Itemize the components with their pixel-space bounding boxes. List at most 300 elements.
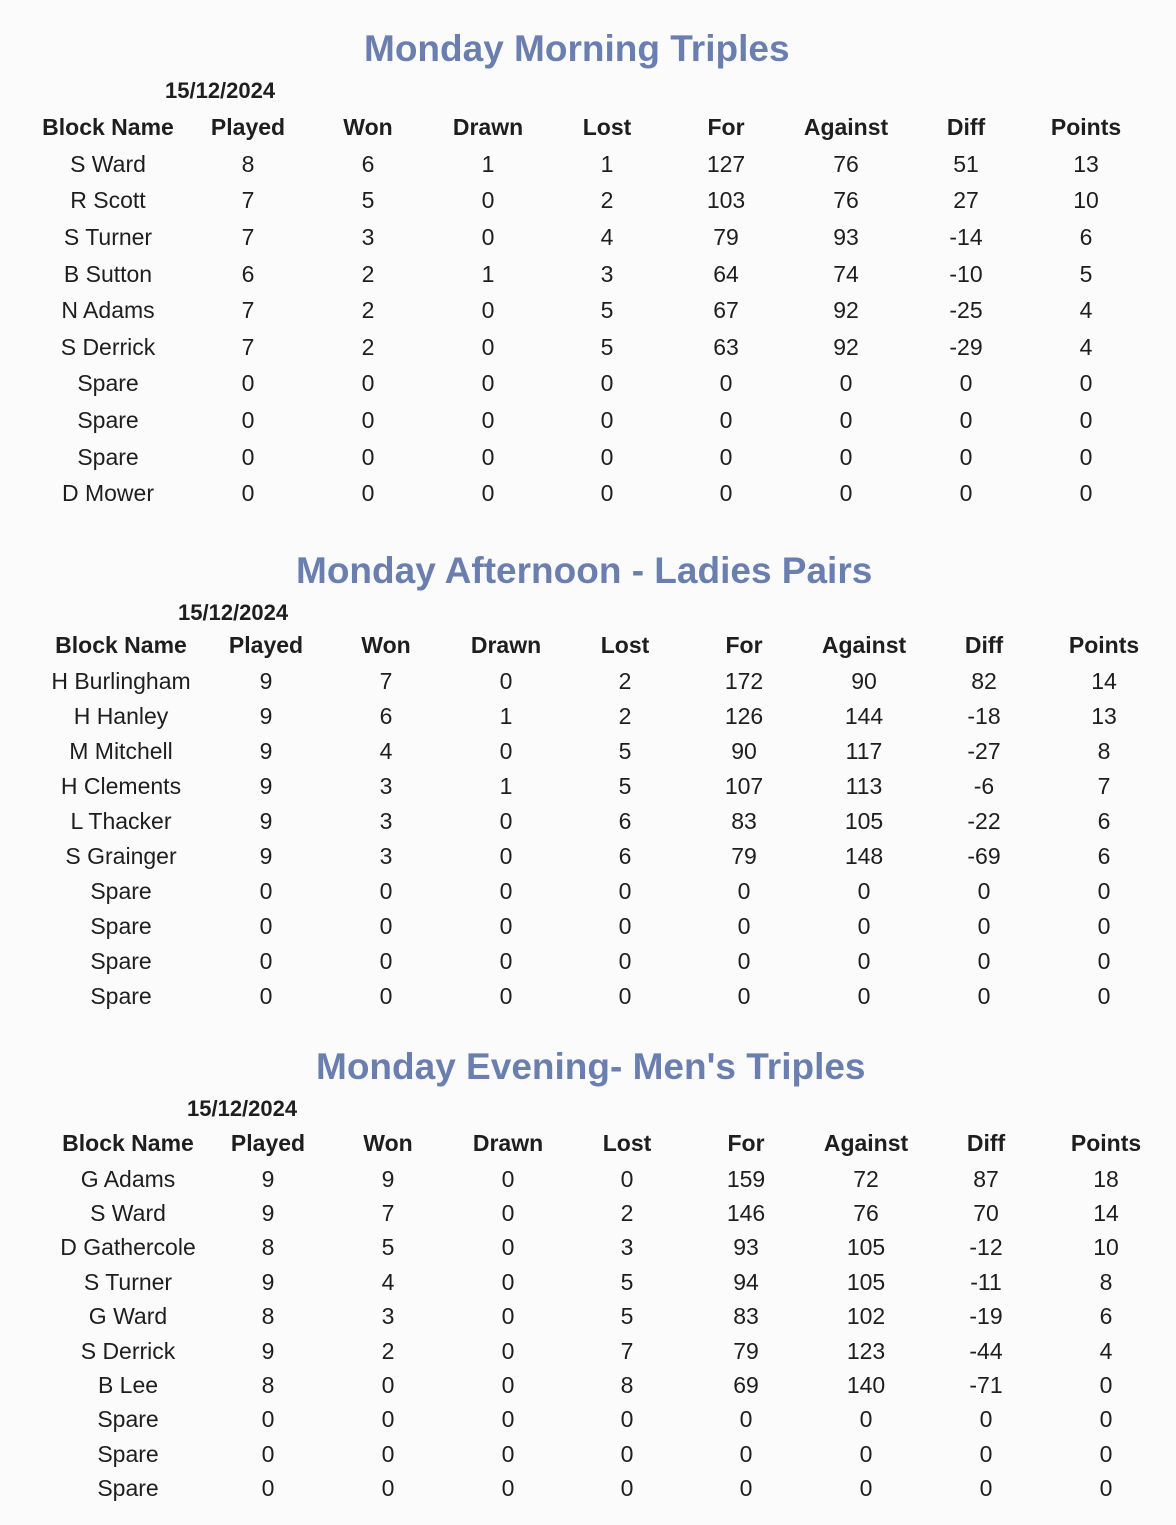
cell-won: 0 — [381, 1372, 395, 1399]
column-header-played: Played — [210, 113, 286, 140]
cell-diff: 0 — [979, 1406, 993, 1433]
column-header-won: Won — [363, 1129, 413, 1156]
cell-lost: 2 — [618, 703, 632, 729]
cell-drawn: 0 — [501, 1303, 515, 1330]
cell-won: 9 — [381, 1165, 395, 1192]
cell-points: 0 — [1097, 878, 1111, 904]
cell-against: 0 — [839, 480, 853, 507]
cell-drawn: 0 — [501, 1165, 515, 1192]
table-row — [48, 1265, 1166, 1299]
table-row — [28, 402, 1146, 439]
cell-lost: 6 — [618, 843, 632, 869]
cell-drawn: 0 — [481, 333, 495, 360]
cell-block-name: S Ward — [70, 150, 146, 177]
cell-won: 3 — [381, 1303, 395, 1330]
cell-against: 0 — [857, 913, 871, 939]
cell-played: 0 — [241, 406, 255, 433]
cell-lost: 3 — [620, 1234, 634, 1261]
section-date: 15/12/2024 — [178, 600, 289, 625]
cell-lost: 5 — [600, 333, 614, 360]
cell-lost: 0 — [618, 948, 632, 974]
cell-block-name: G Adams — [80, 1165, 176, 1192]
cell-points: 0 — [1099, 1372, 1113, 1399]
cell-for: 69 — [733, 1372, 759, 1399]
cell-against: 0 — [839, 406, 853, 433]
cell-against: 148 — [844, 843, 884, 869]
column-header-lost: Lost — [602, 1129, 652, 1156]
cell-drawn: 0 — [501, 1200, 515, 1227]
table-row — [36, 699, 1164, 734]
cell-block-name: D Gathercole — [60, 1234, 196, 1261]
cell-diff: 0 — [959, 443, 973, 470]
cell-against: 113 — [845, 773, 883, 799]
cell-played: 9 — [261, 1268, 275, 1295]
standings-table — [28, 108, 1146, 512]
cell-lost: 5 — [618, 773, 632, 799]
cell-lost: 0 — [618, 983, 632, 1009]
cell-lost: 5 — [618, 738, 632, 764]
cell-block-name: N Adams — [61, 297, 155, 324]
cell-block-name: Spare — [97, 1406, 159, 1433]
cell-points: 7 — [1097, 773, 1111, 799]
cell-against: 93 — [833, 223, 859, 250]
cell-diff: 0 — [979, 1475, 993, 1502]
cell-for: 0 — [719, 370, 733, 397]
column-header-points: Points — [1050, 113, 1122, 140]
cell-drawn: 0 — [481, 187, 495, 214]
cell-for: 83 — [731, 808, 757, 834]
cell-drawn: 0 — [501, 1372, 515, 1399]
cell-played: 9 — [259, 668, 273, 694]
cell-drawn: 0 — [481, 480, 495, 507]
cell-for: 79 — [733, 1337, 759, 1364]
cell-points: 0 — [1079, 480, 1093, 507]
column-header-diff: Diff — [964, 631, 1004, 658]
cell-against: 90 — [851, 668, 877, 694]
cell-against: 105 — [846, 1234, 886, 1261]
cell-against: 102 — [846, 1303, 886, 1330]
cell-drawn: 1 — [481, 260, 495, 287]
cell-for: 146 — [726, 1200, 766, 1227]
cell-won: 6 — [379, 703, 393, 729]
table-row — [48, 1300, 1166, 1334]
cell-against: 0 — [857, 878, 871, 904]
cell-drawn: 0 — [501, 1475, 515, 1502]
cell-lost: 4 — [600, 223, 614, 250]
cell-block-name: Spare — [90, 878, 152, 904]
cell-played: 8 — [241, 150, 255, 177]
cell-against: 0 — [859, 1406, 873, 1433]
cell-diff: 0 — [959, 480, 973, 507]
cell-won: 0 — [381, 1406, 395, 1433]
cell-played: 9 — [259, 773, 273, 799]
cell-lost: 0 — [620, 1475, 634, 1502]
header-row — [28, 108, 1146, 146]
cell-block-name: H Burlingham — [51, 668, 191, 694]
cell-against: 0 — [839, 443, 853, 470]
cell-played: 9 — [261, 1165, 275, 1192]
cell-points: 14 — [1091, 668, 1117, 694]
section-title: Monday Morning Triples — [364, 28, 790, 69]
cell-block-name: D Mower — [61, 480, 154, 507]
column-header-diff: Diff — [946, 113, 986, 140]
header-row — [48, 1124, 1166, 1162]
cell-won: 4 — [379, 738, 393, 764]
cell-diff: 82 — [971, 668, 997, 694]
cell-for: 127 — [706, 150, 746, 177]
column-header-against: Against — [823, 1129, 909, 1156]
cell-diff: 0 — [977, 878, 991, 904]
cell-points: 0 — [1097, 948, 1111, 974]
cell-won: 2 — [361, 297, 375, 324]
cell-played: 0 — [259, 913, 273, 939]
cell-played: 0 — [241, 443, 255, 470]
cell-against: 144 — [844, 703, 884, 729]
cell-diff: -14 — [949, 223, 983, 250]
cell-drawn: 0 — [501, 1337, 515, 1364]
cell-against: 76 — [853, 1200, 879, 1227]
cell-lost: 5 — [620, 1303, 634, 1330]
cell-lost: 0 — [600, 480, 614, 507]
cell-diff: -25 — [949, 297, 983, 324]
cell-drawn: 0 — [481, 370, 495, 397]
cell-points: 13 — [1091, 703, 1117, 729]
column-header-played: Played — [228, 631, 304, 658]
standings-table — [48, 1124, 1166, 1506]
cell-against: 76 — [833, 150, 859, 177]
cell-against: 140 — [846, 1372, 886, 1399]
table-row — [28, 219, 1146, 256]
cell-diff: -44 — [969, 1337, 1003, 1364]
table-row — [48, 1368, 1166, 1402]
cell-for: 0 — [719, 443, 733, 470]
cell-played: 0 — [261, 1475, 275, 1502]
cell-against: 105 — [844, 808, 884, 834]
cell-against: 74 — [833, 260, 859, 287]
cell-drawn: 0 — [481, 297, 495, 324]
cell-played: 9 — [259, 843, 273, 869]
cell-against: 0 — [839, 370, 853, 397]
cell-points: 4 — [1079, 333, 1093, 360]
cell-drawn: 0 — [499, 983, 513, 1009]
cell-won: 3 — [361, 223, 375, 250]
cell-lost: 0 — [620, 1440, 634, 1467]
cell-block-name: Spare — [97, 1440, 159, 1467]
cell-diff: 27 — [953, 187, 979, 214]
cell-diff: -22 — [967, 808, 1001, 834]
cell-diff: 0 — [959, 406, 973, 433]
cell-block-name: Spare — [77, 443, 139, 470]
cell-played: 7 — [241, 333, 255, 360]
cell-drawn: 0 — [501, 1268, 515, 1295]
cell-won: 6 — [361, 150, 375, 177]
cell-drawn: 0 — [499, 913, 513, 939]
cell-block-name: S Turner — [83, 1268, 173, 1295]
cell-for: 79 — [731, 843, 757, 869]
table-row — [36, 839, 1164, 874]
cell-for: 79 — [713, 223, 739, 250]
cell-played: 0 — [241, 370, 255, 397]
cell-diff: -27 — [967, 738, 1001, 764]
column-header-points: Points — [1070, 1129, 1142, 1156]
cell-won: 5 — [381, 1234, 395, 1261]
cell-lost: 8 — [620, 1372, 634, 1399]
table-row — [48, 1437, 1166, 1471]
cell-won: 0 — [379, 983, 393, 1009]
cell-won: 7 — [381, 1200, 395, 1227]
table-row — [36, 874, 1164, 909]
cell-block-name: G Ward — [88, 1303, 168, 1330]
table-row — [28, 475, 1146, 512]
cell-drawn: 0 — [481, 443, 495, 470]
cell-played: 9 — [261, 1200, 275, 1227]
table-row — [48, 1334, 1166, 1368]
cell-block-name: B Lee — [97, 1372, 159, 1399]
column-header-diff: Diff — [966, 1129, 1006, 1156]
cell-against: 92 — [833, 297, 859, 324]
cell-won: 7 — [379, 668, 393, 694]
cell-points: 0 — [1079, 443, 1093, 470]
cell-points: 0 — [1099, 1440, 1113, 1467]
cell-won: 2 — [361, 260, 375, 287]
cell-points: 13 — [1073, 150, 1099, 177]
cell-for: 103 — [706, 187, 746, 214]
column-header-against: Against — [821, 631, 907, 658]
cell-diff: -11 — [970, 1268, 1002, 1295]
column-header-won: Won — [361, 631, 411, 658]
cell-won: 2 — [361, 333, 375, 360]
table-row — [48, 1472, 1166, 1506]
section-date: 15/12/2024 — [165, 78, 276, 103]
cell-block-name: H Hanley — [73, 703, 169, 729]
cell-for: 0 — [737, 878, 751, 904]
cell-drawn: 1 — [481, 150, 495, 177]
cell-drawn: 0 — [499, 843, 513, 869]
cell-against: 76 — [833, 187, 859, 214]
table-row — [48, 1403, 1166, 1437]
cell-points: 14 — [1093, 1200, 1119, 1227]
column-header-for: For — [727, 1129, 765, 1156]
cell-played: 7 — [241, 187, 255, 214]
cell-block-name: S Grainger — [65, 843, 177, 869]
table-row — [48, 1231, 1166, 1265]
column-header-points: Points — [1068, 631, 1140, 658]
cell-for: 64 — [713, 260, 739, 287]
cell-block-name: Spare — [97, 1475, 159, 1502]
cell-points: 6 — [1097, 843, 1111, 869]
cell-played: 6 — [241, 260, 255, 287]
cell-drawn: 0 — [481, 223, 495, 250]
cell-points: 0 — [1097, 983, 1111, 1009]
cell-block-name: Spare — [90, 983, 152, 1009]
column-header-drawn: Drawn — [470, 631, 542, 658]
cell-for: 83 — [733, 1303, 759, 1330]
table-row — [28, 439, 1146, 476]
cell-lost: 3 — [600, 260, 614, 287]
cell-lost: 0 — [600, 443, 614, 470]
cell-lost: 0 — [600, 406, 614, 433]
cell-points: 4 — [1079, 297, 1093, 324]
cell-played: 0 — [261, 1440, 275, 1467]
cell-diff: 0 — [959, 370, 973, 397]
cell-played: 9 — [259, 808, 273, 834]
cell-diff: 87 — [973, 1165, 999, 1192]
cell-lost: 0 — [618, 878, 632, 904]
cell-against: 0 — [857, 948, 871, 974]
cell-for: 0 — [737, 983, 751, 1009]
header-row — [36, 626, 1164, 664]
cell-for: 90 — [731, 738, 757, 764]
cell-diff: -12 — [969, 1234, 1003, 1261]
cell-lost: 0 — [620, 1165, 634, 1192]
cell-diff: 0 — [977, 913, 991, 939]
cell-drawn: 0 — [499, 738, 513, 764]
cell-drawn: 0 — [499, 878, 513, 904]
cell-block-name: Spare — [90, 948, 152, 974]
cell-drawn: 0 — [481, 406, 495, 433]
cell-points: 10 — [1073, 187, 1099, 214]
cell-block-name: Spare — [90, 913, 152, 939]
cell-won: 0 — [379, 878, 393, 904]
cell-played: 9 — [261, 1337, 275, 1364]
cell-for: 172 — [724, 668, 764, 694]
column-header-lost: Lost — [582, 113, 632, 140]
cell-won: 3 — [379, 808, 393, 834]
cell-against: 0 — [859, 1440, 873, 1467]
cell-against: 92 — [833, 333, 859, 360]
standings-table — [36, 626, 1164, 1014]
cell-block-name: S Ward — [90, 1200, 166, 1227]
cell-lost: 7 — [620, 1337, 634, 1364]
cell-points: 0 — [1097, 913, 1111, 939]
cell-points: 5 — [1079, 260, 1093, 287]
cell-block-name: Spare — [77, 370, 139, 397]
cell-won: 2 — [381, 1337, 395, 1364]
cell-block-name: Spare — [77, 406, 139, 433]
cell-won: 0 — [379, 913, 393, 939]
cell-lost: 6 — [618, 808, 632, 834]
cell-block-name: S Turner — [63, 223, 153, 250]
cell-diff: -10 — [949, 260, 983, 287]
cell-drawn: 0 — [501, 1440, 515, 1467]
cell-points: 0 — [1099, 1406, 1113, 1433]
cell-for: 0 — [737, 948, 751, 974]
cell-diff: 0 — [977, 983, 991, 1009]
cell-block-name: S Derrick — [60, 333, 156, 360]
cell-diff: 51 — [953, 150, 979, 177]
cell-lost: 0 — [620, 1406, 634, 1433]
cell-won: 0 — [361, 370, 375, 397]
cell-for: 93 — [733, 1234, 759, 1261]
cell-lost: 5 — [600, 297, 614, 324]
cell-against: 117 — [845, 738, 883, 764]
cell-diff: 0 — [979, 1440, 993, 1467]
cell-played: 8 — [261, 1234, 275, 1261]
table-row — [28, 329, 1146, 366]
cell-for: 0 — [739, 1406, 753, 1433]
cell-lost: 2 — [600, 187, 614, 214]
table-row — [28, 256, 1146, 293]
column-header-block-name: Block Name — [42, 113, 174, 140]
cell-won: 0 — [361, 406, 375, 433]
cell-drawn: 0 — [499, 668, 513, 694]
cell-against: 123 — [846, 1337, 886, 1364]
cell-block-name: M Mitchell — [69, 738, 173, 764]
cell-for: 0 — [739, 1475, 753, 1502]
table-row — [36, 909, 1164, 944]
cell-against: 105 — [846, 1268, 886, 1295]
table-row — [36, 804, 1164, 839]
cell-played: 0 — [259, 878, 273, 904]
cell-for: 0 — [719, 406, 733, 433]
column-header-played: Played — [230, 1129, 306, 1156]
cell-points: 10 — [1093, 1234, 1119, 1261]
cell-for: 0 — [737, 913, 751, 939]
cell-for: 107 — [724, 773, 764, 799]
cell-for: 63 — [713, 333, 739, 360]
table-row — [48, 1196, 1166, 1230]
column-header-drawn: Drawn — [452, 113, 524, 140]
cell-points: 8 — [1099, 1268, 1113, 1295]
cell-drawn: 1 — [499, 773, 513, 799]
cell-for: 159 — [726, 1165, 766, 1192]
cell-lost: 2 — [620, 1200, 634, 1227]
cell-drawn: 1 — [499, 703, 513, 729]
cell-diff: -29 — [949, 333, 983, 360]
cell-lost: 0 — [600, 370, 614, 397]
cell-played: 0 — [259, 948, 273, 974]
cell-won: 3 — [379, 843, 393, 869]
cell-lost: 2 — [618, 668, 632, 694]
cell-drawn: 0 — [501, 1234, 515, 1261]
cell-for: 0 — [719, 480, 733, 507]
cell-diff: -18 — [967, 703, 1001, 729]
cell-won: 0 — [379, 948, 393, 974]
cell-won: 0 — [381, 1475, 395, 1502]
cell-block-name: S Derrick — [80, 1337, 176, 1364]
cell-for: 126 — [724, 703, 764, 729]
cell-played: 8 — [261, 1303, 275, 1330]
table-row — [36, 944, 1164, 979]
cell-played: 0 — [261, 1406, 275, 1433]
cell-points: 6 — [1079, 223, 1093, 250]
cell-won: 3 — [379, 773, 393, 799]
cell-played: 9 — [259, 738, 273, 764]
cell-for: 94 — [733, 1268, 759, 1295]
cell-diff: -6 — [973, 773, 995, 799]
cell-points: 8 — [1097, 738, 1111, 764]
cell-points: 0 — [1079, 406, 1093, 433]
cell-drawn: 0 — [501, 1406, 515, 1433]
cell-points: 18 — [1093, 1165, 1119, 1192]
section-title: Monday Afternoon - Ladies Pairs — [296, 550, 873, 591]
cell-won: 0 — [361, 443, 375, 470]
cell-block-name: B Sutton — [63, 260, 153, 287]
column-header-block-name: Block Name — [62, 1129, 194, 1156]
section-date: 15/12/2024 — [187, 1096, 298, 1121]
cell-against: 0 — [859, 1475, 873, 1502]
cell-won: 0 — [381, 1440, 395, 1467]
cell-played: 0 — [259, 983, 273, 1009]
section-title: Monday Evening- Men's Triples — [316, 1046, 866, 1087]
cell-diff: 70 — [973, 1200, 999, 1227]
cell-points: 4 — [1099, 1337, 1113, 1364]
cell-block-name: L Thacker — [70, 808, 172, 834]
cell-points: 0 — [1099, 1475, 1113, 1502]
table-row — [36, 734, 1164, 769]
table-row — [48, 1162, 1166, 1196]
cell-played: 9 — [259, 703, 273, 729]
